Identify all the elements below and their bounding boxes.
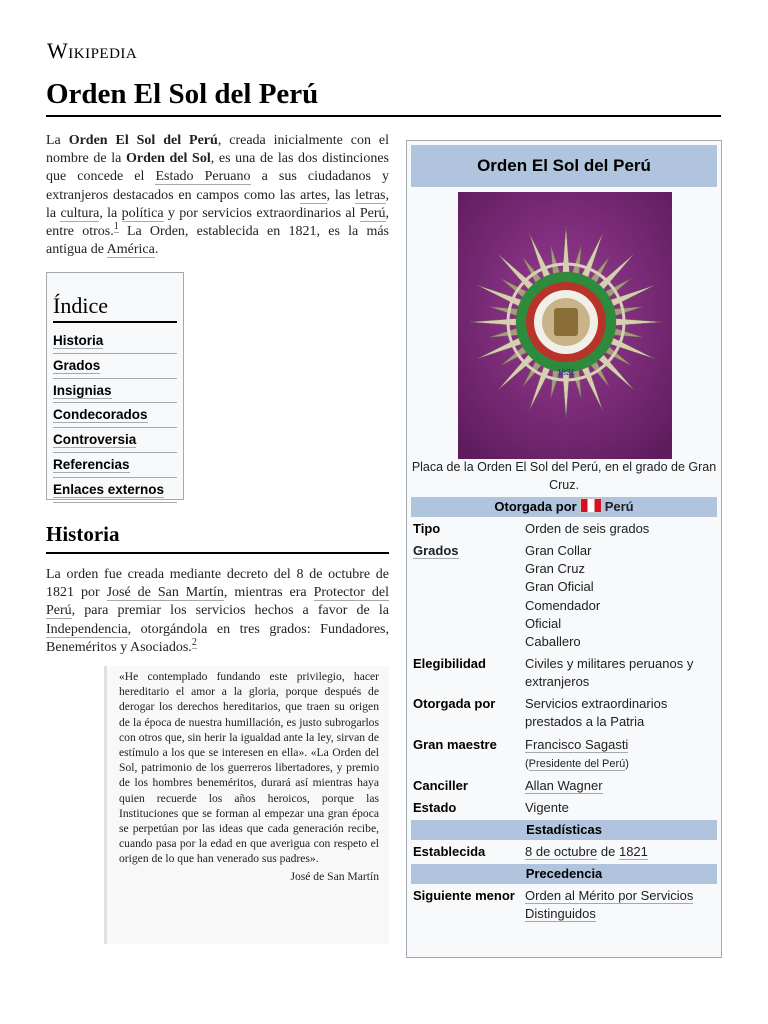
value-tipo: Orden de seis grados — [525, 521, 650, 536]
band-precedencia: Precedencia — [411, 864, 717, 884]
link-letras[interactable]: letras — [355, 187, 386, 203]
toc-item-referencias[interactable]: Referencias — [53, 453, 177, 478]
link-peru[interactable]: Perú — [359, 205, 386, 221]
value-elegibilidad: Civiles y militares peruanos y extranjeros — [525, 656, 694, 690]
intro-bold-original: Orden del Sol — [125, 151, 211, 167]
link-jose-de-san-martin[interactable]: José de San Martín — [106, 585, 224, 601]
infobox — [406, 140, 722, 958]
grado-item: Oficial — [525, 615, 562, 631]
link-francisco-sagasti[interactable]: Francisco Sagasti — [525, 737, 629, 752]
intro-paragraph — [46, 132, 389, 259]
link-1821[interactable]: 1821 — [618, 844, 648, 859]
medal-image[interactable] — [458, 192, 672, 459]
peru-flag-icon — [580, 498, 602, 513]
value-gran-maestre: Francisco Sagasti (Presidente del Perú) — [525, 737, 629, 771]
link-artes[interactable]: artes — [300, 187, 327, 203]
intro-text: , entre otros. — [46, 205, 389, 240]
value-establecida: 8 de octubre de 1821 — [525, 844, 648, 859]
grado-item: Comendador — [525, 597, 601, 613]
band-estadisticas: Estadísticas — [411, 820, 717, 840]
section-heading-historia: Historia — [46, 522, 389, 554]
grado-item: Gran Collar — [525, 543, 592, 558]
link-estado-peruano[interactable]: Estado Peruano — [155, 169, 251, 185]
historia-text: , para premiar los servicios hechos a favor de la — [71, 603, 389, 619]
quote-author: José de San Martín — [290, 869, 379, 883]
table-of-contents — [46, 272, 184, 500]
label-otorgada-por: Otorgada por — [413, 696, 496, 711]
value-grados — [525, 542, 719, 651]
toc-item-insignias[interactable]: Insignias — [53, 379, 177, 404]
intro-text: , las — [326, 187, 356, 203]
toc-item-controversia[interactable]: Controversia — [53, 428, 177, 453]
historia-text: , mientras era — [223, 585, 314, 601]
intro-text: La — [46, 133, 69, 148]
infobox-title: Orden El Sol del Perú — [411, 145, 717, 187]
label-gran-maestre: Gran maestre — [413, 737, 497, 752]
link-allan-wagner[interactable]: Allan Wagner — [525, 778, 603, 793]
toc-title: Índice — [53, 293, 177, 323]
value-estado: Vigente — [525, 800, 569, 815]
link-band-peru[interactable]: Perú — [604, 499, 634, 514]
link-politica[interactable]: política — [121, 205, 164, 221]
link-protector-del-peru[interactable]: Protector del Perú — [46, 585, 389, 619]
link-independencia[interactable]: Independencia — [46, 621, 128, 637]
value-siguiente-menor — [525, 887, 719, 923]
reference-1[interactable]: 1 — [113, 221, 119, 233]
label-establecida: Establecida — [413, 844, 486, 859]
image-caption: Placa de la Orden El Sol del Perú, en el grado de Gran Cruz. — [411, 460, 717, 492]
intro-text: , la — [99, 205, 122, 221]
intro-text: y por servicios extraordinarios al — [163, 205, 360, 221]
toc-item-grados[interactable]: Grados — [53, 354, 177, 379]
link-cultura[interactable]: cultura — [60, 205, 100, 221]
label-elegibilidad: Elegibilidad — [413, 656, 486, 671]
label-canciller: Canciller — [413, 778, 468, 793]
label-siguiente-menor: Siguiente menor — [413, 888, 515, 903]
link-presidente-del-peru[interactable]: Presidente del Perú — [528, 758, 626, 771]
link-orden-al-merito[interactable]: Orden al Mérito por Servicios Distinguidos — [525, 888, 694, 922]
san-martin-quote — [104, 666, 389, 944]
link-america[interactable]: América — [106, 242, 155, 258]
label-tipo: Tipo — [413, 521, 441, 536]
label-grados[interactable]: Grados — [413, 543, 459, 558]
toc-item-historia[interactable]: Historia — [53, 329, 177, 354]
band-otorgada-por: Otorgada por Perú — [411, 497, 717, 517]
historia-text: , otorgándola en tres grados: Fundadores, Beneméritos y Asociados. — [46, 621, 389, 655]
reference-2[interactable]: 2 — [191, 637, 197, 649]
label-estado: Estado — [413, 800, 457, 815]
page-title: Orden El Sol del Perú — [46, 78, 721, 117]
intro-text: , la — [46, 187, 389, 221]
intro-text: La Orden, establecida en 1821, es la más antigua de — [46, 224, 389, 258]
quote-text: «He contemplado fundando este privilegio, hacer hereditario el amor a la gloria, porque después de derogar los derechos hereditarios, que traen su origen de la época de nuestra humillación, es justo subrogarlos con otros que, sin herir la igualdad ante la ley, sirvan de estímulo a los que se interesen en ella». «La Orden del Sol, patrimonio de los guerreros libertadores, y premio de los hombres beneméritos, durará así mientras haya quien recuerde los años heroicos, porque las Instituciones que se forman al empezar una gran época se perpetúan por las ideas que cada generación recibe, cuando pasa por la edad en que averigua con respeto el origen de lo que han venerado sus padres». — [119, 670, 379, 866]
toc-item-condecorados[interactable]: Condecorados — [53, 403, 177, 428]
intro-bold-name: Orden El Sol del Perú — [68, 133, 218, 148]
sun-medal-icon — [458, 192, 672, 459]
intro-text: , creada inicialmente con el nombre de la — [46, 133, 390, 167]
toc-item-enlaces-externos[interactable]: Enlaces externos — [53, 478, 177, 503]
historia-text: La orden fue creada mediante decreto del 8 de octubre de 1821 por — [46, 567, 389, 601]
grado-item: Caballero — [525, 634, 581, 650]
svg-text:1821: 1821 — [557, 368, 575, 377]
wikipedia-wordmark[interactable]: Wikipedia — [47, 38, 138, 63]
intro-text: a sus ciudadanos y extranjeros destacados en campos como las — [46, 169, 389, 203]
historia-paragraph — [46, 566, 389, 657]
value-otorgada-por: Servicios extraordinarios prestados a la Patria — [525, 696, 668, 730]
value-canciller — [525, 777, 719, 795]
grado-item: Gran Oficial — [525, 579, 594, 595]
intro-text: . — [154, 242, 159, 258]
link-8-de-octubre[interactable]: 8 de octubre — [525, 844, 598, 859]
intro-text: , es una de las dos distinciones que concede el — [46, 151, 389, 185]
grado-item: Gran Cruz — [525, 561, 585, 577]
